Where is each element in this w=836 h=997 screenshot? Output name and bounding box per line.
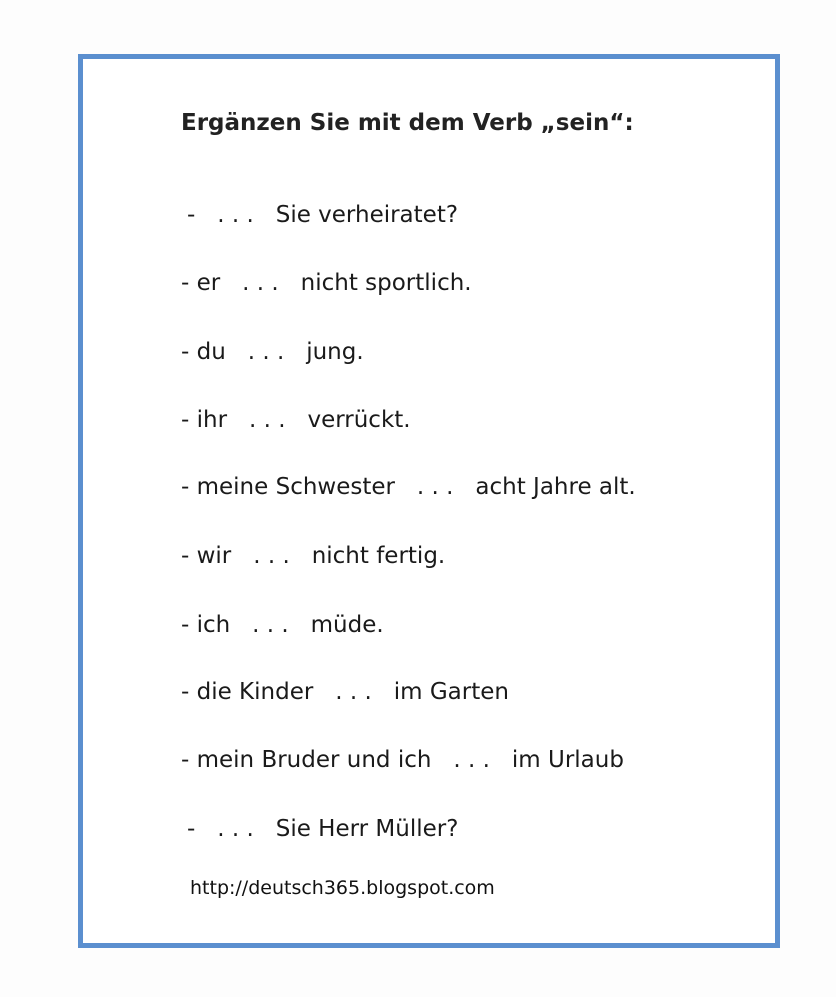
exercise-line-7: - ich . . . müde. — [181, 612, 384, 638]
exercise-line-9: - mein Bruder und ich . . . im Urlaub — [181, 747, 624, 773]
exercise-line-2: - er . . . nicht sportlich. — [181, 270, 472, 296]
worksheet-title: Ergänzen Sie mit dem Verb „sein“: — [181, 110, 634, 136]
exercise-line-1: - . . . Sie verheiratet? — [187, 202, 459, 228]
exercise-line-4: - ihr . . . verrückt. — [181, 407, 411, 433]
exercise-line-10: - . . . Sie Herr Müller? — [187, 816, 459, 842]
exercise-line-8: - die Kinder . . . im Garten — [181, 679, 509, 705]
worksheet-frame — [78, 54, 780, 948]
source-url: http://deutsch365.blogspot.com — [190, 877, 495, 899]
exercise-line-6: - wir . . . nicht fertig. — [181, 543, 446, 569]
exercise-line-3: - du . . . jung. — [181, 339, 364, 365]
exercise-line-5: - meine Schwester . . . acht Jahre alt. — [181, 474, 636, 500]
